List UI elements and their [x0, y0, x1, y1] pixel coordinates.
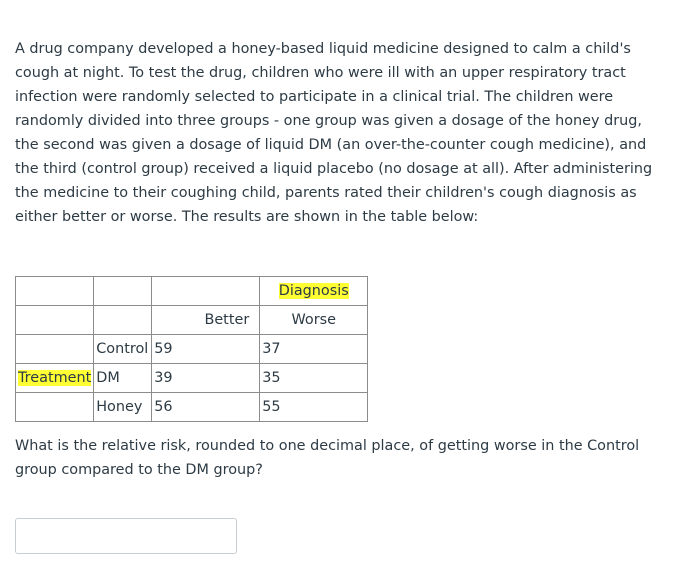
table-cell-empty: [152, 277, 260, 306]
worse-value-control: 37: [260, 335, 368, 364]
table-cell-empty: [16, 277, 94, 306]
table-row: [16, 335, 368, 364]
follow-up-question: What is the relative risk, rounded to one decimal place, of getting worse in the Control group compared to the DM group?: [15, 438, 640, 478]
table-cell-empty: [16, 306, 94, 335]
table-row: [16, 364, 368, 393]
table-cell-empty: [94, 277, 152, 306]
better-value-control: 59: [152, 335, 260, 364]
table-row: [16, 277, 368, 306]
better-value-dm: 39: [152, 364, 260, 393]
treatment-label-cell: [16, 364, 94, 393]
group-label-dm: DM: [94, 364, 152, 393]
diagnosis-header-cell: [260, 277, 368, 306]
worse-value-dm: 35: [260, 364, 368, 393]
better-header: Better: [152, 306, 260, 335]
group-label-honey: Honey: [94, 393, 152, 422]
question-text: A drug company developed a honey-based liquid medicine designed to calm a child's cough at night. To test the drug, children who were ill with an upper respiratory tract infection were randomly selected to participate in a clinical trial. The children were randomly divided into three groups - one group was given a dosage of the honey drug, the second was given a dosage of liquid DM (an over-the-counter cough medicine), and the third (control group) received a liquid placebo (no dosage at all). After administering the medicine to their coughing child, parents rated their children's cough diagnosis as either better or worse. The results are shown in the table below:: [15, 41, 653, 225]
diagnosis-header: Diagnosis: [278, 282, 349, 299]
better-value-honey: 56: [152, 393, 260, 422]
group-label-control: Control: [94, 335, 152, 364]
results-table: [15, 276, 368, 422]
worse-header: Worse: [260, 306, 368, 335]
answer-input[interactable]: [15, 518, 237, 554]
table-cell-empty: [16, 393, 94, 422]
table-cell-empty: [16, 335, 94, 364]
table-row: [16, 393, 368, 422]
table-row: [16, 306, 368, 335]
table-cell-empty: [94, 306, 152, 335]
treatment-label: Treatment: [18, 369, 92, 386]
worse-value-honey: 55: [260, 393, 368, 422]
